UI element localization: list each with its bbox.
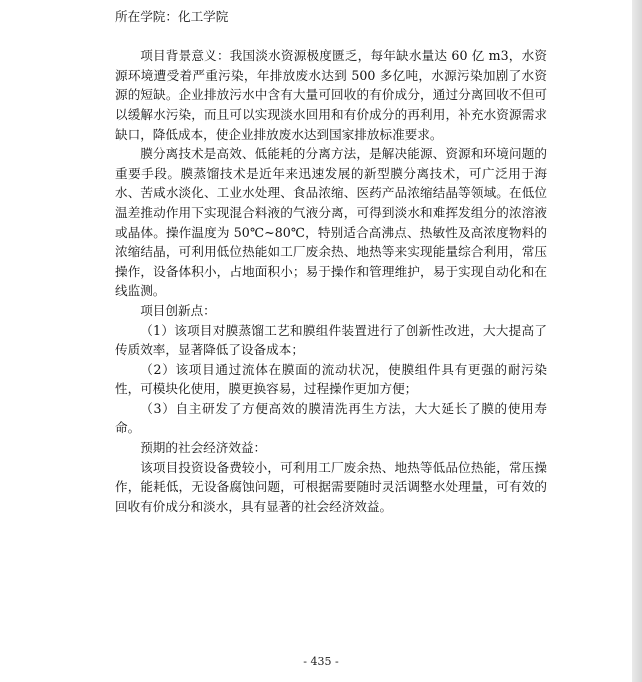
college-line: 所在学院：化工学院 (115, 9, 229, 24)
innovation-item-2: （2）该项目通过流体在膜面的流动状况，使膜组件具有更强的耐污染性，可模块化使用，膜更换容易，过程操作更加方便； (115, 361, 547, 397)
innovation-heading: 项目创新点： (140, 302, 216, 318)
page-edge-shade (632, 0, 642, 682)
blank-line (115, 27, 547, 47)
background-paragraph: 项目背景意义：我国淡水资源极度匮乏，每年缺水量达 60 亿 m3，水资源环境遭受着严重污染，年排放废水达到 500 多亿吨，水源污染加剧了水资源的短缺。企业排放污水中含有大量可回收的有价成分，通过分离回收不但可以缓解水污染，而且可以实现淡水回用和有价成分的再利用，补充水资源需求缺口，降低成本，使企业排放废水达到国家排放标准要求。 (115, 48, 547, 142)
page-number: - 435 - (303, 655, 339, 668)
document-body (115, 7, 547, 516)
benefits-paragraph: 该项目投资设备费较小，可利用工厂废余热、地热等低品位热能，常压操作，能耗低，无设备腐蚀问题，可根据需要随时灵活调整水处理量，可有效的回收有价成分和淡水，具有显著的社会经济效益。 (115, 459, 547, 514)
innovation-item-1: （1）该项目对膜蒸馏工艺和膜组件装置进行了创新性改进，大大提高了传质效率，显著降低了设备成本； (115, 322, 547, 358)
innovation-item-3: （3）自主研发了方便高效的膜清洗再生方法，大大延长了膜的使用寿命。 (115, 400, 547, 436)
membrane-technology-paragraph: 膜分离技术是高效、低能耗的分离方法，是解决能源、资源和环境问题的重要手段。膜蒸馏技术是近年来迅速发展的新型膜分离技术，可广泛用于海水、苦咸水淡化、工业水处理、食品浓缩、医药产品浓缩结晶等领域。在低位温差推动作用下实现混合料液的气液分离，可得到淡水和难挥发组分的浓溶液或晶体。操作温度为 50℃~80℃，特别适合高沸点、热敏性及高浓度物料的浓缩结晶，可利用低位热能如工厂废余热、地热等来实现能量综合利用，常压操作，设备体积小，占地面积小；易于操作和管理维护，易于实现自动化和在线监测。 (115, 146, 547, 299)
benefits-heading: 预期的社会经济效益： (140, 440, 267, 456)
